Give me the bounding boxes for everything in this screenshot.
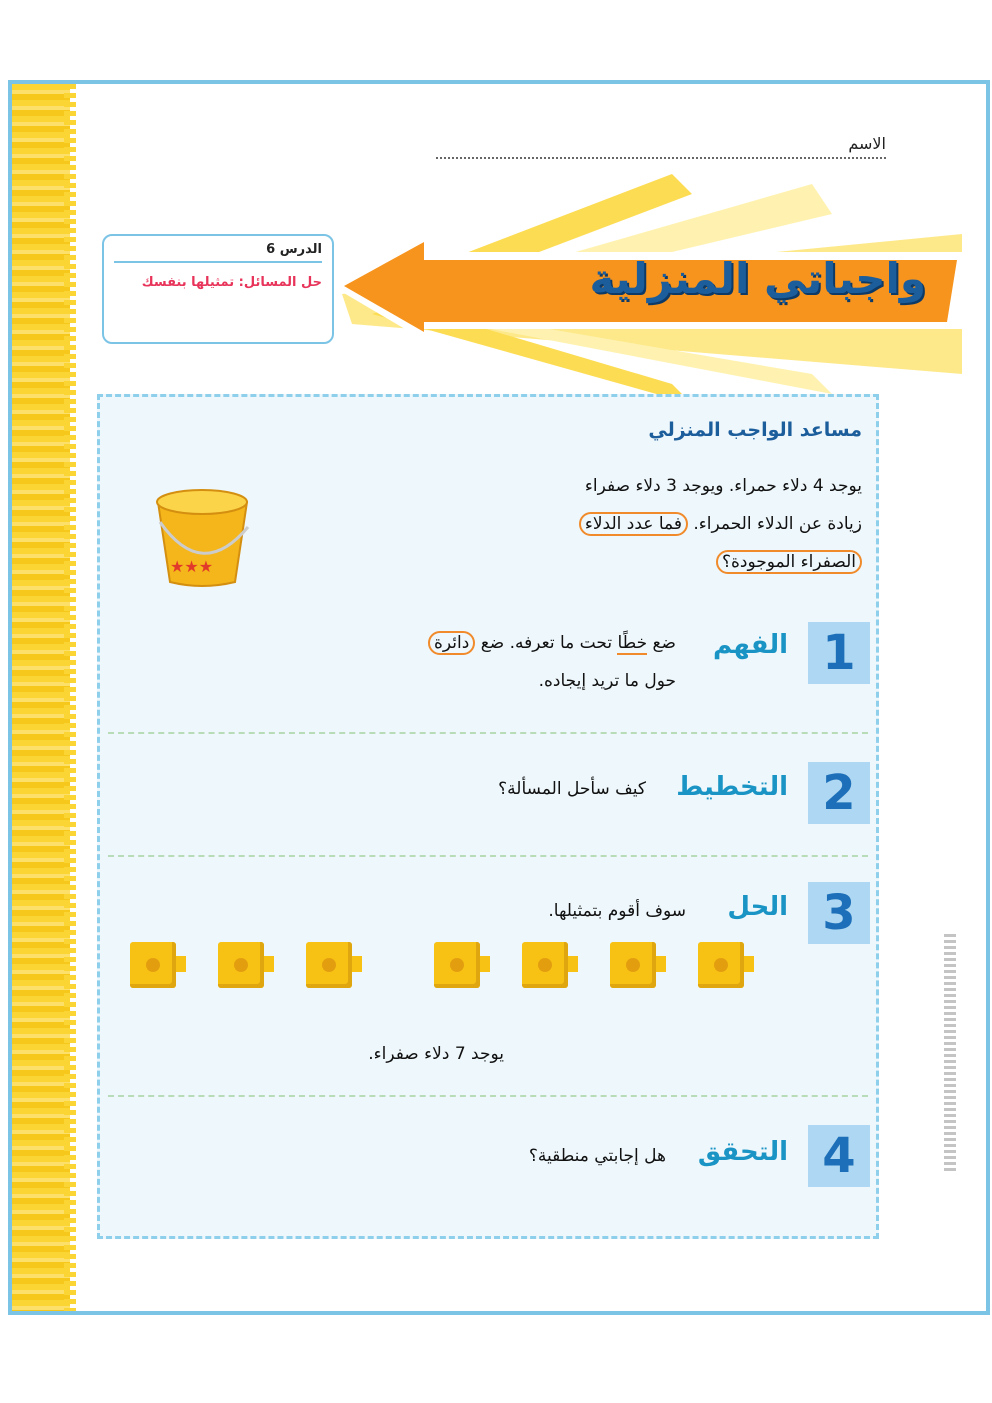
step-number-1: 1 bbox=[808, 622, 870, 684]
cube bbox=[218, 942, 264, 988]
separator bbox=[108, 1095, 868, 1097]
step-1-text-c: حول ما تريد إيجاده. bbox=[538, 671, 676, 691]
problem-line-1: يوجد 4 دلاء حمراء. ويوجد 3 دلاء صفراء bbox=[584, 476, 862, 496]
step-name-plan: التخطيط bbox=[676, 772, 788, 802]
step-number-3: 3 bbox=[808, 882, 870, 944]
step-name-understand: الفهم bbox=[713, 630, 788, 660]
name-field-line[interactable] bbox=[436, 134, 886, 159]
copyright-credit bbox=[944, 934, 956, 1174]
lesson-topic: حل المسائل: تمثيلها بنفسك bbox=[141, 275, 322, 290]
svg-text:★★★: ★★★ bbox=[170, 557, 214, 576]
step-1-text-b: تحت ما تعرفه. ضع bbox=[475, 633, 618, 653]
cube bbox=[522, 942, 568, 988]
problem-line-2 bbox=[402, 505, 862, 543]
cube bbox=[698, 942, 744, 988]
step-name-solve: الحل bbox=[727, 892, 788, 922]
step-4-text: هل إجابتي منطقية؟ bbox=[528, 1146, 666, 1166]
step-number-4: 4 bbox=[808, 1125, 870, 1187]
step-check bbox=[100, 1115, 876, 1225]
cube bbox=[306, 942, 352, 988]
yellow-bucket-icon bbox=[140, 472, 265, 592]
cubes-model bbox=[130, 942, 780, 1002]
separator bbox=[108, 855, 868, 857]
problem-line-2-start: زيادة عن الدلاء الحمراء. bbox=[693, 514, 862, 534]
step-name-check: التحقق bbox=[697, 1137, 788, 1167]
circled-question-part-2: الصفراء الموجودة؟ bbox=[716, 550, 862, 574]
cube bbox=[610, 942, 656, 988]
step-2-text: كيف سأحل المسألة؟ bbox=[498, 779, 646, 799]
step-1-circled: دائرة bbox=[428, 631, 475, 655]
step-plan bbox=[100, 752, 876, 862]
step-number-2: 2 bbox=[808, 762, 870, 824]
cube bbox=[434, 942, 480, 988]
lesson-number: الدرس 6 bbox=[114, 242, 322, 263]
separator bbox=[108, 732, 868, 734]
circled-question-part-1: فما عدد الدلاء bbox=[579, 512, 688, 536]
step-1-text-a: ضع bbox=[647, 633, 676, 653]
step-understand bbox=[100, 612, 876, 722]
cube bbox=[130, 942, 176, 988]
step-1-text bbox=[276, 624, 676, 700]
lesson-card bbox=[102, 234, 334, 344]
homework-helper-box bbox=[97, 394, 879, 1239]
page-title: واجباتي المنزلية bbox=[589, 254, 926, 303]
yellow-border-strip bbox=[12, 84, 70, 1311]
problem-text bbox=[402, 467, 862, 581]
name-label: الاسم bbox=[848, 134, 886, 153]
problem-line-3 bbox=[402, 543, 862, 581]
step-1-underlined: خطًا bbox=[617, 633, 648, 653]
worksheet-page bbox=[8, 80, 990, 1315]
step-3-text: سوف أقوم بتمثيلها. bbox=[548, 901, 686, 921]
step-3-answer: يوجد 7 دلاء صفراء. bbox=[368, 1044, 504, 1064]
helper-title: مساعد الواجب المنزلي bbox=[648, 419, 862, 441]
